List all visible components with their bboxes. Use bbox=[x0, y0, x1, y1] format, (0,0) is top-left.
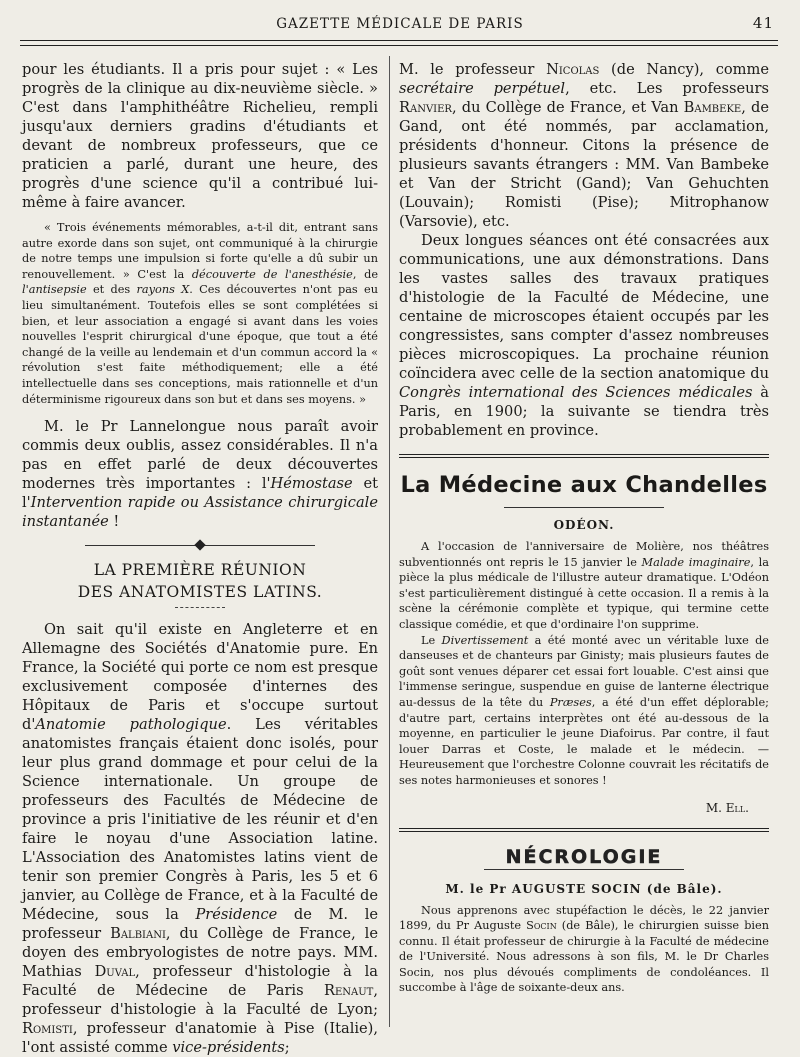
header-rule-2 bbox=[20, 45, 778, 46]
congress-continuation: M. le professeur Nicolas (de Nancy), comme secrétaire perpétuel, etc. Les professeurs Ranvier, du Collège de France, et Van Bambeke, de Gand, ont été nommés, par acclamation, présidents d'honneur. Citons la présence de plusieurs savants étrangers : MM. Van Bambeke et Van der Stricht (Gand); Van Gehuchten (Louvain); Romisti (Pise); Mitrophanow (Varsovie), etc. bbox=[399, 61, 769, 230]
socin-paragraph: Nous apprenons avec stupéfaction le décès, le 22 janvier 1899, du Pr Auguste Socin (de Bâle), le chirurgien suisse bien connu. Il était professeur de chirurgie à la Faculté de médecine de l'Université. Nous adressons à son fils, M. le Dr Charles Socin, nos plus dévoués compliments de condoléances. Il succombe à l'âge de soixante-deux ans. bbox=[399, 903, 769, 995]
author-signature: M. Ell. bbox=[705, 800, 749, 815]
page-header bbox=[20, 14, 780, 34]
necrologie-title: NÉCROLOGIE bbox=[505, 845, 663, 868]
odeon-subheading: ODÉON. bbox=[553, 518, 615, 532]
intro-paragraph: pour les étudiants. Il a pris pour sujet : « Les progrès de la clinique au dix-neuvième siècle. » C'est dans l'amphithéâtre Richelieu, rempli jusqu'aux derniers gradins d'étudiants et devant de nombreux professeurs, que ce praticien a parlé, durant une heure, des progrès d'une science qu'il a contribué lui-même à faire avancer. bbox=[22, 61, 378, 211]
necro-rule bbox=[399, 828, 769, 832]
socin-subheading: M. le Pr AUGUSTE SOCIN (de Bâle). bbox=[445, 881, 723, 896]
column-divider bbox=[389, 56, 390, 1027]
section-separator bbox=[85, 545, 315, 547]
anatomistes-paragraph: On sait qu'il existe en Angleterre et en Allemagne des Sociétés d'Anatomie pure. En France, la Société qui porte ce nom est presque exclusivement composée d'internes des Hôpitaux de Paris et s'occupe surtout d'Anatomie pathologique. Les véritables anatomistes français étaient donc isolés, pour leur plus grand dommage et pour celui de la Science internationale. Un groupe de professeurs des Facultés de Médecine de province a pris l'initiative de les réunir et d'en faire le noyau d'une Association latine. L'Association des Anatomistes latins vient de tenir son premier Congrès à Paris, les 5 et 6 janvier, au Collège de France, et à la Faculté de Médecine, sous la Présidence de M. le professeur Balbiani, du Collège de France, le doyen des embryologistes de notre pays. MM. Mathias Duval, professeur d'histologie à la Faculté de Médecine de Paris Renaut, professeur d'histologie à la Faculté de Lyon; Romisti, professeur d'anatomie à Pise (Italie), l'ont assisté comme vice-présidents; bbox=[22, 621, 378, 1057]
right-column bbox=[399, 60, 769, 996]
necro-underline bbox=[484, 869, 684, 870]
journal-title: GAZETTE MÉDICALE DE PARIS bbox=[276, 16, 524, 32]
title-underline bbox=[504, 507, 664, 508]
section-title: LA PREMIÈRE RÉUNION DES ANATOMISTES LATINS. bbox=[77, 561, 323, 602]
left-column bbox=[22, 60, 378, 1057]
seances-paragraph: Deux longues séances ont été consacrées aux communications, une aux démonstrations. Dans les vastes salles des travaux pratiques d'histologie de la Faculté de Médecine, une centaine de microscopes étaient occupés par les congressistes, sans compter d'assez nombreuses pièces microscopiques. La prochaine réunion coïncidera avec celle de la section anatomique du Congrès international des Sciences médicales à Paris, en 1900; la suivante se tiendra très probablement en province. bbox=[399, 232, 769, 439]
section-rule bbox=[399, 454, 769, 458]
divertissement-paragraph: Le Divertissement a été monté avec un véritable luxe de danseuses et de chanteurs par Ginisty; mais plusieurs fautes de goût sont venues déparer cet essai fort louable. C'est ainsi que l'immense seringue, suspendue en guise de lanterne électrique au-dessus de la tête du Præses, a été d'un effet déplorable; d'autre part, certains interprètes ont été au-dessous de la moyenne, en particulier le jeune Diafoirus. Par contre, il faut louer Darras et Coste, le malade et le médecin. — Heureusement que l'orchestre Colonne couvrait les récitatifs de ses notes harmonieuses et sonores ! bbox=[399, 633, 769, 787]
lannelongue-quote: « Trois événements mémorables, a-t-il dit, entrant sans autre exorde dans son sujet, ont communiqué à la chirurgie de notre temps une impulsion si forte qu'elle a dû subir un renouvellement. » C'est la découverte de l'anesthésie, de l'antisepsie et des rayons X. Ces découvertes n'ont pas eu lieu simultanément. Toutefois elles se sont complétées si bien, et leur association a engagé si avant dans les voies nouvelles l'esprit chirurgical d'une époque, que tout a été changé de la veille au lendemain et d'un commun accord la « révolution s'est faite méthodiquement; elle a été intellectuelle dans ses conceptions, mais rationnelle et d'un déterminisme rigoureux dans son but et dans ses moyens. » bbox=[22, 221, 379, 406]
oublis-paragraph: M. le Pr Lannelongue nous paraît avoir commis deux oublis, assez considérables. Il n'a pas en effet parlé de deux découvertes modernes très importantes : l'Hémostase et l'Intervention rapide ou Assistance chirurgicale instantanée ! bbox=[22, 418, 378, 531]
chandelles-title: La Médecine aux Chandelles bbox=[400, 472, 768, 498]
page-number: 41 bbox=[752, 14, 774, 32]
header-rule bbox=[20, 40, 778, 41]
moliere-paragraph: A l'occasion de l'anniversaire de Molière, nos théâtres subventionnés ont repris le 15 janvier le Malade imaginaire, la pièce la plus médicale de l'illustre auteur dramatique. L'Odéon s'est particulièrement distingué à cette occasion. Il a remis à la scène la cérémonie complète et typique, qui termine cette classique comédie, et que d'ordinaire l'on supprime. bbox=[399, 540, 769, 631]
diamond-ornament-icon bbox=[194, 539, 205, 550]
title-ornament bbox=[175, 607, 225, 608]
